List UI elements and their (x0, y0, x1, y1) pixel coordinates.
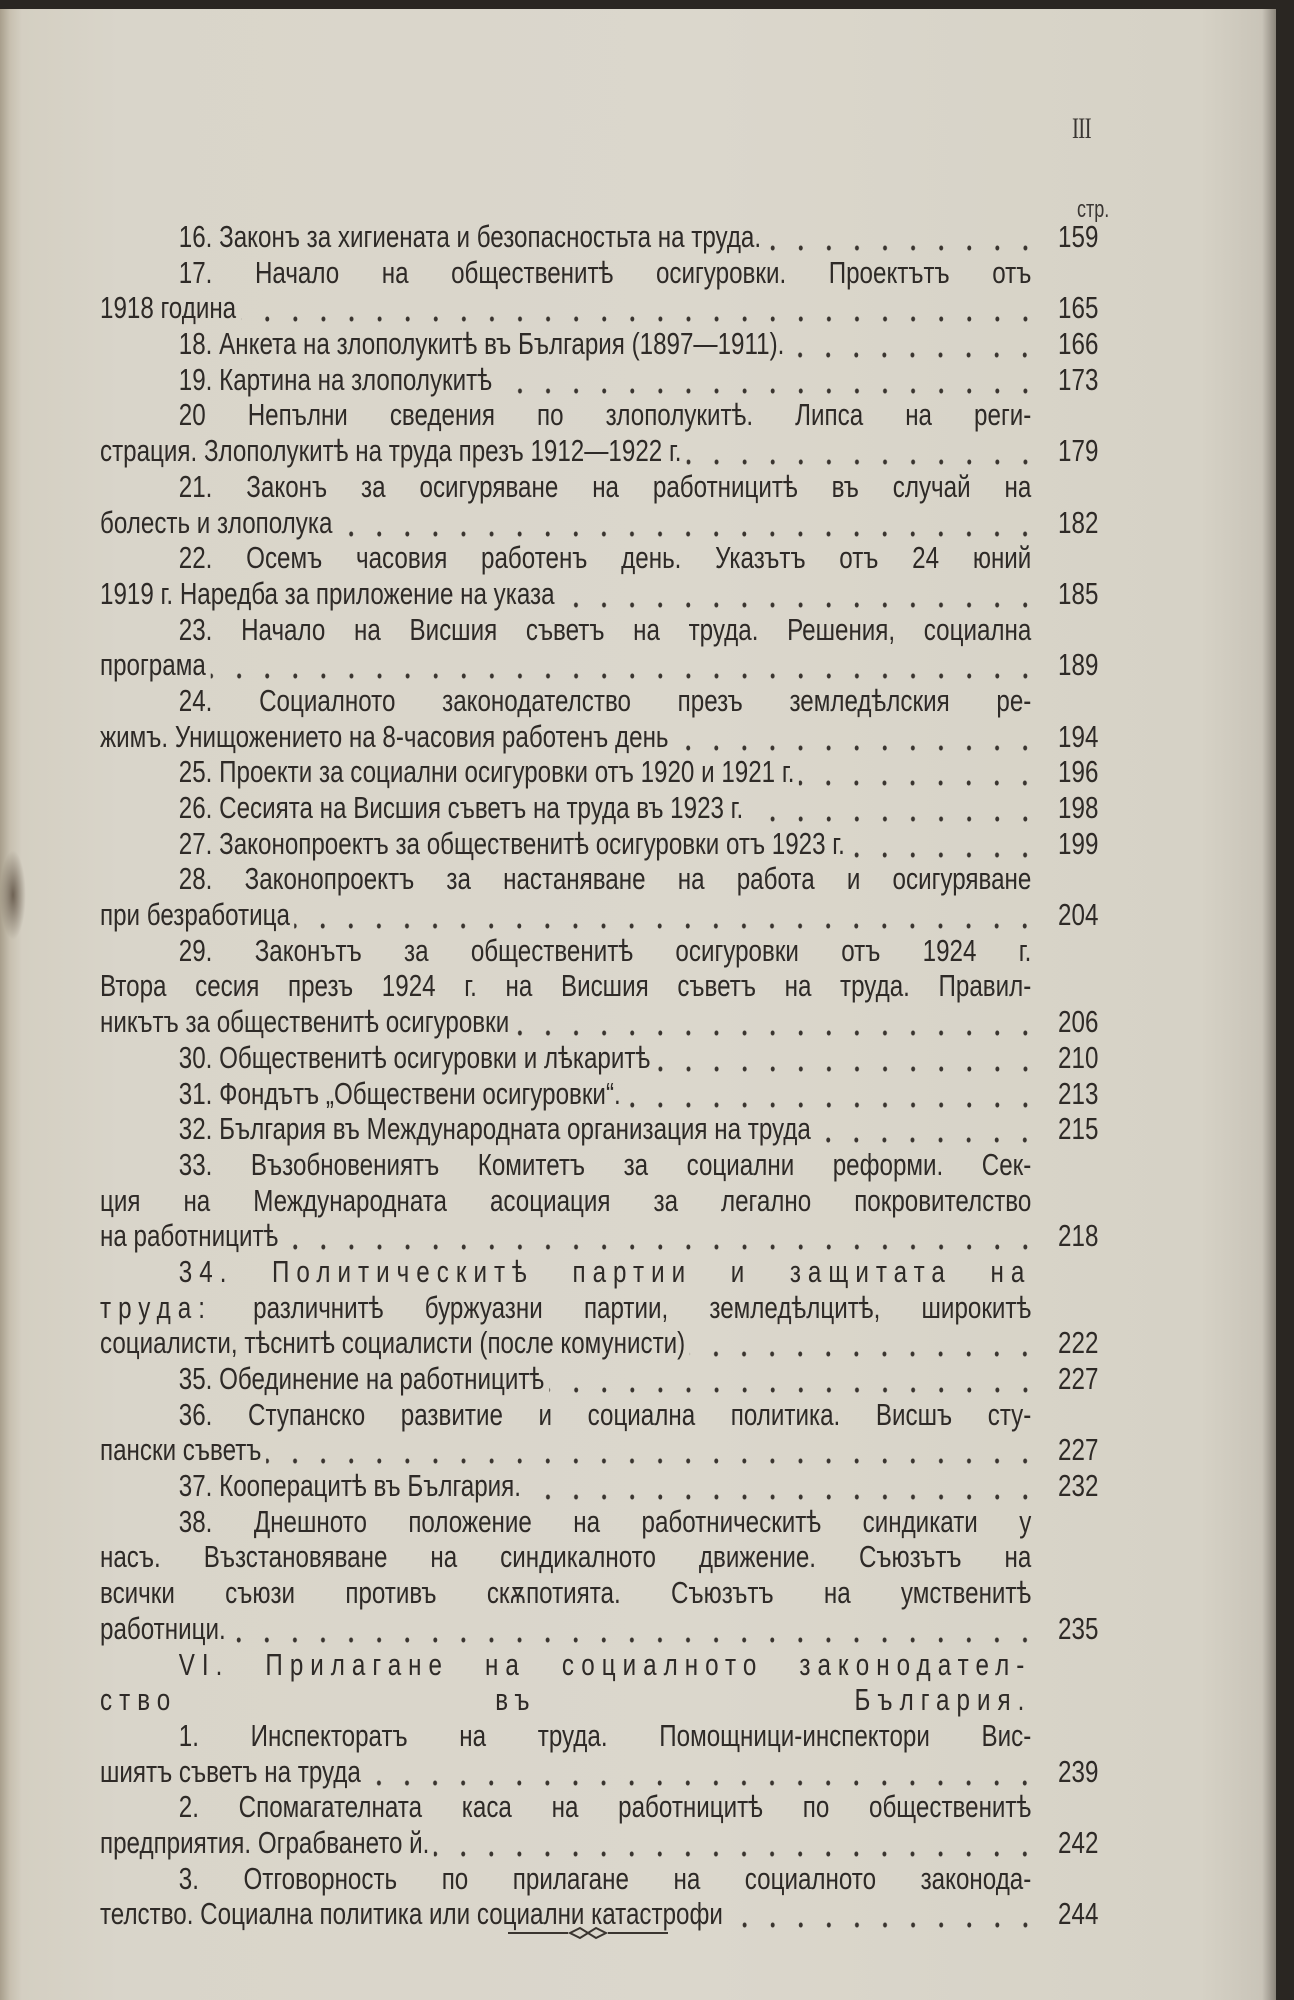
dot-leader (766, 219, 1039, 255)
toc-entry (100, 326, 1098, 362)
page-number: 242 (1058, 1824, 1099, 1860)
spaced-heading-text: VI. Прилагане на социалното законодател- (178, 1646, 1032, 1682)
toc-line (100, 505, 1098, 541)
toc-line (100, 647, 1098, 683)
toc-entry (100, 397, 1098, 468)
dot-leader (266, 1432, 1039, 1468)
page-number: 179 (1058, 433, 1099, 469)
entry-text: 16. Законъ за хигиената и безопасностьта на труда. (178, 219, 762, 254)
toc-line (100, 255, 1098, 291)
binding-stain (0, 850, 26, 940)
spaced-heading-text: ство въ България. (100, 1682, 1032, 1718)
toc-line (100, 1539, 1098, 1575)
toc-entry (100, 1254, 1098, 1361)
entry-text: различнитѣ буржуазни партии, земледѣлцитѣ, широкитѣ (211, 1289, 1032, 1325)
entry-text: 21. Законъ за осигуряване на работницитѣ въ случай на (178, 468, 1032, 504)
entry-text: телство. Социална политика или социални катастрофи (100, 1896, 723, 1932)
entry-text: социалисти, тѣснитѣ социалисти (после комунисти) (100, 1325, 686, 1361)
toc-line (100, 1611, 1098, 1647)
toc-entry (100, 1397, 1098, 1468)
page-number: 166 (1058, 326, 1099, 362)
toc-line (100, 826, 1098, 862)
toc-line (100, 1218, 1098, 1254)
entry-text: ция на Международната асоциация за легално покровителство (100, 1182, 1032, 1218)
entry-text: 19. Картина на злополукитѣ (178, 361, 493, 397)
toc-entry (100, 1147, 1098, 1254)
toc-entry (100, 1111, 1098, 1147)
table-of-contents (100, 219, 1098, 1932)
toc-line (100, 1647, 1098, 1683)
dot-leader (230, 1611, 1039, 1647)
entry-text: 20 Непълни сведения по злополукитѣ. Липса на реги- (178, 397, 1032, 433)
toc-entry (100, 219, 1098, 255)
dot-leader (690, 1325, 1039, 1361)
toc-entry (100, 1468, 1098, 1504)
toc-line (100, 1290, 1098, 1326)
toc-line (100, 1325, 1098, 1361)
toc-line (100, 1147, 1098, 1183)
entry-text: болесть и злополука (100, 504, 333, 540)
dot-leader (241, 290, 1039, 326)
ornament-divider (508, 1926, 668, 1940)
page-number: 159 (1058, 219, 1099, 254)
dot-leader (789, 326, 1039, 362)
toc-line (100, 1718, 1098, 1754)
dot-leader (337, 505, 1039, 541)
toc-line (100, 683, 1098, 719)
page-number: 218 (1058, 1218, 1099, 1254)
dot-leader (559, 576, 1039, 612)
toc-entry (100, 362, 1098, 398)
toc-line (100, 1754, 1098, 1790)
page-number: 165 (1058, 290, 1099, 326)
dot-leader (283, 1218, 1039, 1254)
entry-text: 23. Начало на Висшия съветъ на труда. Решения, социална (178, 611, 1032, 647)
toc-line (100, 362, 1098, 398)
toc-line (100, 1397, 1098, 1433)
entry-text: 25. Проекти за социални осигуровки отъ 1920 и 1921 г. (178, 754, 795, 790)
page-number: 227 (1058, 1432, 1099, 1468)
entry-text: 1919 г. Наредба за приложение на указа (100, 575, 555, 611)
entry-text: работници. (100, 1610, 226, 1646)
dot-leader (625, 1076, 1039, 1112)
page-number: 232 (1058, 1468, 1099, 1504)
dot-leader (295, 897, 1040, 933)
dot-leader (728, 1896, 1040, 1932)
toc-line (100, 1682, 1098, 1718)
toc-line (100, 433, 1098, 469)
entry-text: 35. Обединение на работницитѣ (178, 1361, 545, 1396)
entry-text: предприятия. Ограбването й. (100, 1824, 430, 1860)
toc-line (100, 1361, 1098, 1397)
entry-text: 32. България въ Международната организация на труда (178, 1111, 811, 1147)
page-number: 185 (1058, 575, 1099, 611)
dot-leader (549, 1361, 1039, 1397)
page-number: 213 (1058, 1075, 1099, 1111)
entry-text: жимъ. Унищожението на 8-часовия работенъ день (100, 718, 669, 754)
toc-entry (100, 683, 1098, 754)
page-number: 189 (1058, 647, 1099, 683)
toc-line (100, 1183, 1098, 1219)
entry-text: 1918 година (100, 290, 237, 326)
toc-line (100, 1111, 1098, 1147)
dot-leader (514, 1004, 1039, 1040)
entry-text: 18. Анкета на злополукитѣ въ България (1897—1911). (178, 326, 785, 362)
toc-entry (100, 754, 1098, 790)
entry-text: 2. Спомагателната каса на работницитѣ по общественитѣ (178, 1789, 1032, 1825)
page-number: 227 (1058, 1361, 1099, 1396)
entry-text: 17. Начало на общественитѣ осигуровки. Проектътъ отъ (178, 254, 1032, 290)
toc-line (100, 754, 1098, 790)
toc-line (100, 219, 1098, 255)
toc-line (100, 1504, 1098, 1540)
entry-text: 28. Законопроектъ за настаняване на работа и осигуряване (178, 861, 1032, 897)
spaced-heading-text: 34. Политическитѣ партии и защитата на (178, 1253, 1032, 1289)
page-number: 196 (1058, 754, 1099, 790)
toc-line (100, 790, 1098, 826)
toc-line (100, 1004, 1098, 1040)
toc-line (100, 1432, 1098, 1468)
page-number: 210 (1058, 1039, 1099, 1075)
dot-leader (366, 1754, 1040, 1790)
entry-text: при безработица (100, 897, 290, 933)
toc-line (100, 576, 1098, 612)
page-number: 204 (1058, 897, 1099, 933)
toc-entry (100, 1076, 1098, 1112)
toc-entry (100, 1861, 1098, 1932)
toc-line (100, 719, 1098, 755)
page-number: 244 (1058, 1896, 1099, 1932)
toc-entry (100, 1504, 1098, 1647)
toc-line (100, 469, 1098, 505)
toc-line (100, 326, 1098, 362)
entry-text: насъ. Възстановяване на синдикалното движение. Съюзътъ на (100, 1539, 1032, 1575)
toc-line (100, 933, 1098, 969)
dot-leader (748, 790, 1039, 826)
entry-text: 27. Законопроектъ за общественитѣ осигуровки отъ 1923 г. (178, 825, 845, 861)
toc-line (100, 1575, 1098, 1611)
toc-entry (100, 790, 1098, 826)
entry-text: 26. Сесията на Висшия съветъ на труда въ 1923 г. (178, 790, 744, 825)
dot-leader (799, 754, 1039, 790)
toc-line (100, 540, 1098, 576)
dot-leader (497, 362, 1039, 398)
toc-entry (100, 1718, 1098, 1789)
entry-text: шиятъ съветъ на труда (100, 1753, 361, 1789)
toc-line (100, 1468, 1098, 1504)
toc-entry (100, 826, 1098, 862)
toc-line (100, 612, 1098, 648)
dot-leader (526, 1468, 1039, 1504)
toc-line (100, 968, 1098, 1004)
entry-text: 31. Фондътъ „Обществени осигуровки“. (178, 1075, 621, 1111)
toc-line (100, 1789, 1098, 1825)
toc-entry (100, 1789, 1098, 1860)
entry-text: Втора сесия презъ 1924 г. на Висшия съветъ на труда. Правил- (100, 968, 1032, 1004)
spaced-heading-text: труда: (100, 1289, 212, 1325)
dot-leader (686, 433, 1039, 469)
dot-leader (673, 719, 1039, 755)
entry-text: на работницитѣ (100, 1218, 279, 1254)
toc-entry (100, 1040, 1098, 1076)
entry-text: 29. Законътъ за общественитѣ осигуровки отъ 1924 г. (178, 932, 1032, 968)
entry-text: 24. Социалното законодателство презъ земледѣлския ре- (178, 682, 1032, 718)
dot-leader (655, 1040, 1039, 1076)
entry-text: 36. Ступанско развитие и социална политика. Висшъ сту- (178, 1396, 1032, 1432)
toc-entry (100, 1647, 1098, 1718)
page-number: 215 (1058, 1111, 1099, 1147)
toc-line (100, 290, 1098, 326)
page-folio: III (1072, 112, 1091, 145)
page-number: 173 (1058, 361, 1099, 397)
toc-entry (100, 612, 1098, 683)
dot-leader (434, 1825, 1039, 1861)
toc-line (100, 897, 1098, 933)
toc-entry (100, 1361, 1098, 1397)
toc-entry (100, 255, 1098, 326)
toc-entry (100, 469, 1098, 540)
entry-text: програма (100, 647, 206, 683)
page-number: 222 (1058, 1325, 1099, 1361)
page-number: 198 (1058, 790, 1099, 825)
page-number: 199 (1058, 825, 1099, 861)
toc-line (100, 1076, 1098, 1112)
entry-text: 37. Кооперацитѣ въ България. (178, 1468, 521, 1504)
entry-text: 22. Осемъ часовия работенъ день. Указътъ отъ 24 юний (178, 540, 1032, 576)
entry-text: 3. Отговорность по прилагане на социалното законода- (178, 1860, 1032, 1896)
page-number: 182 (1058, 504, 1099, 540)
entry-text: 38. Днешното положение на работническитѣ синдикати у (178, 1503, 1032, 1539)
toc-line (100, 1254, 1098, 1290)
dot-leader (210, 647, 1039, 683)
toc-entry (100, 540, 1098, 611)
entry-text: страция. Злополукитѣ на труда презъ 1912—1922 г. (100, 433, 682, 469)
entry-text: никътъ за общественитѣ осигуровки (100, 1004, 510, 1040)
toc-line (100, 1040, 1098, 1076)
entry-text: 30. Общественитѣ осигуровки и лѣкаритѣ (178, 1039, 651, 1075)
entry-text: всички съюзи противъ скѫпотията. Съюзътъ на умственитѣ (100, 1575, 1032, 1611)
page-number: 235 (1058, 1610, 1099, 1646)
toc-line (100, 397, 1098, 433)
toc-line (100, 1825, 1098, 1861)
toc-entry (100, 861, 1098, 932)
entry-text: 33. Възобновениятъ Комитетъ за социални реформи. Сек- (178, 1146, 1032, 1182)
page-number: 206 (1058, 1004, 1099, 1040)
toc-line (100, 1861, 1098, 1897)
page-number: 239 (1058, 1753, 1099, 1789)
dot-leader (816, 1111, 1040, 1147)
entry-text: 1. Инспекторатъ на труда. Помощници-инспектори Вис- (178, 1717, 1032, 1753)
page-number: 194 (1058, 718, 1099, 754)
entry-text: пански съветъ (100, 1432, 262, 1468)
toc-line (100, 861, 1098, 897)
page-column-label: стр. (1077, 196, 1110, 223)
toc-entry (100, 933, 1098, 1040)
dot-leader (850, 826, 1040, 862)
